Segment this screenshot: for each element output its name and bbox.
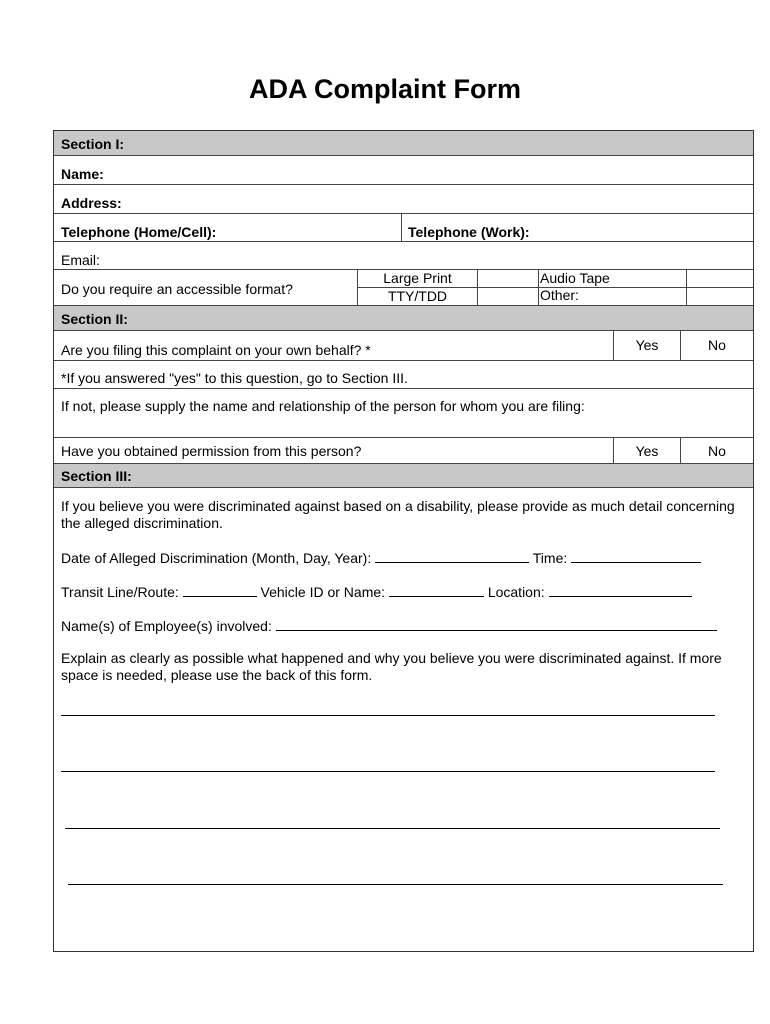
checkbox-other[interactable] xyxy=(687,288,753,305)
location-field[interactable] xyxy=(549,582,692,597)
complaint-form xyxy=(53,130,754,952)
section-3-note: *If you answered "yes" to this question, go to Section III. xyxy=(61,370,408,386)
own-behalf-row xyxy=(54,331,753,361)
option-tty-tdd: TTY/TDD xyxy=(387,288,448,304)
explain-line-1[interactable] xyxy=(61,715,715,716)
time-field[interactable] xyxy=(571,548,701,563)
section-3-intro: If you believe you were discriminated against based on a disability, please provide as much detail concerning the alleged discrimination. xyxy=(61,498,735,531)
email-label: Email: xyxy=(61,252,100,268)
phone-work-field[interactable] xyxy=(402,214,753,242)
section-3-heading: Section III: xyxy=(61,468,132,484)
email-row[interactable] xyxy=(54,242,753,270)
format-question: Do you require an accessible format? xyxy=(61,281,293,297)
section-2-header xyxy=(54,306,753,331)
permission-no[interactable]: No xyxy=(708,443,726,459)
supply-name-row[interactable] xyxy=(54,389,753,438)
name-row[interactable] xyxy=(54,156,753,185)
transit-field[interactable] xyxy=(183,582,257,597)
supply-name-label: If not, please supply the name and relationship of the person for whom you are filing: xyxy=(61,398,585,414)
section-3-header xyxy=(54,464,753,488)
format-row xyxy=(54,270,753,306)
checkbox-audio-tape[interactable] xyxy=(687,270,753,287)
option-other: Other: xyxy=(540,287,579,303)
transit-line xyxy=(61,582,692,600)
option-audio-tape: Audio Tape xyxy=(540,270,610,286)
permission-row xyxy=(54,438,753,464)
phone-work-label: Telephone (Work): xyxy=(408,224,530,240)
time-label: Time: xyxy=(532,550,568,566)
section-1-heading: Section I: xyxy=(61,136,125,152)
address-row[interactable] xyxy=(54,185,753,214)
permission-yes[interactable]: Yes xyxy=(635,443,659,459)
explain-instructions: Explain as clearly as possible what happened and why you believe you were discriminated against. If more space is needed, please use the back of this form. xyxy=(61,650,722,683)
own-behalf-yes[interactable]: Yes xyxy=(635,337,659,353)
option-large-print: Large Print xyxy=(383,270,452,286)
location-label: Location: xyxy=(487,584,545,600)
name-label: Name: xyxy=(61,166,104,182)
section-1-header xyxy=(54,131,753,156)
vehicle-field[interactable] xyxy=(389,582,484,597)
explain-line-4[interactable] xyxy=(68,884,723,885)
own-behalf-no[interactable]: No xyxy=(708,337,726,353)
permission-question: Have you obtained permission from this person? xyxy=(61,443,362,459)
date-field[interactable] xyxy=(375,548,529,563)
form-title: ADA Complaint Form xyxy=(249,74,521,104)
explain-line-2[interactable] xyxy=(61,771,715,772)
own-behalf-question: Are you filing this complaint on your own behalf? * xyxy=(61,342,371,358)
date-label: Date of Alleged Discrimination (Month, Day, Year): xyxy=(61,550,372,566)
address-label: Address: xyxy=(61,195,122,211)
employee-field[interactable] xyxy=(276,616,717,631)
date-time-line xyxy=(61,548,701,566)
telephone-row xyxy=(54,214,753,242)
section-2-heading: Section II: xyxy=(61,311,128,327)
transit-label: Transit Line/Route: xyxy=(61,584,179,600)
phone-home-label: Telephone (Home/Cell): xyxy=(61,224,217,240)
explain-line-3[interactable] xyxy=(65,828,720,829)
checkbox-tty-tdd[interactable] xyxy=(478,288,538,305)
vehicle-label: Vehicle ID or Name: xyxy=(260,584,386,600)
employee-label: Name(s) of Employee(s) involved: xyxy=(61,618,272,634)
checkbox-large-print[interactable] xyxy=(478,270,538,287)
note-row xyxy=(54,361,753,389)
employee-line xyxy=(61,616,717,634)
